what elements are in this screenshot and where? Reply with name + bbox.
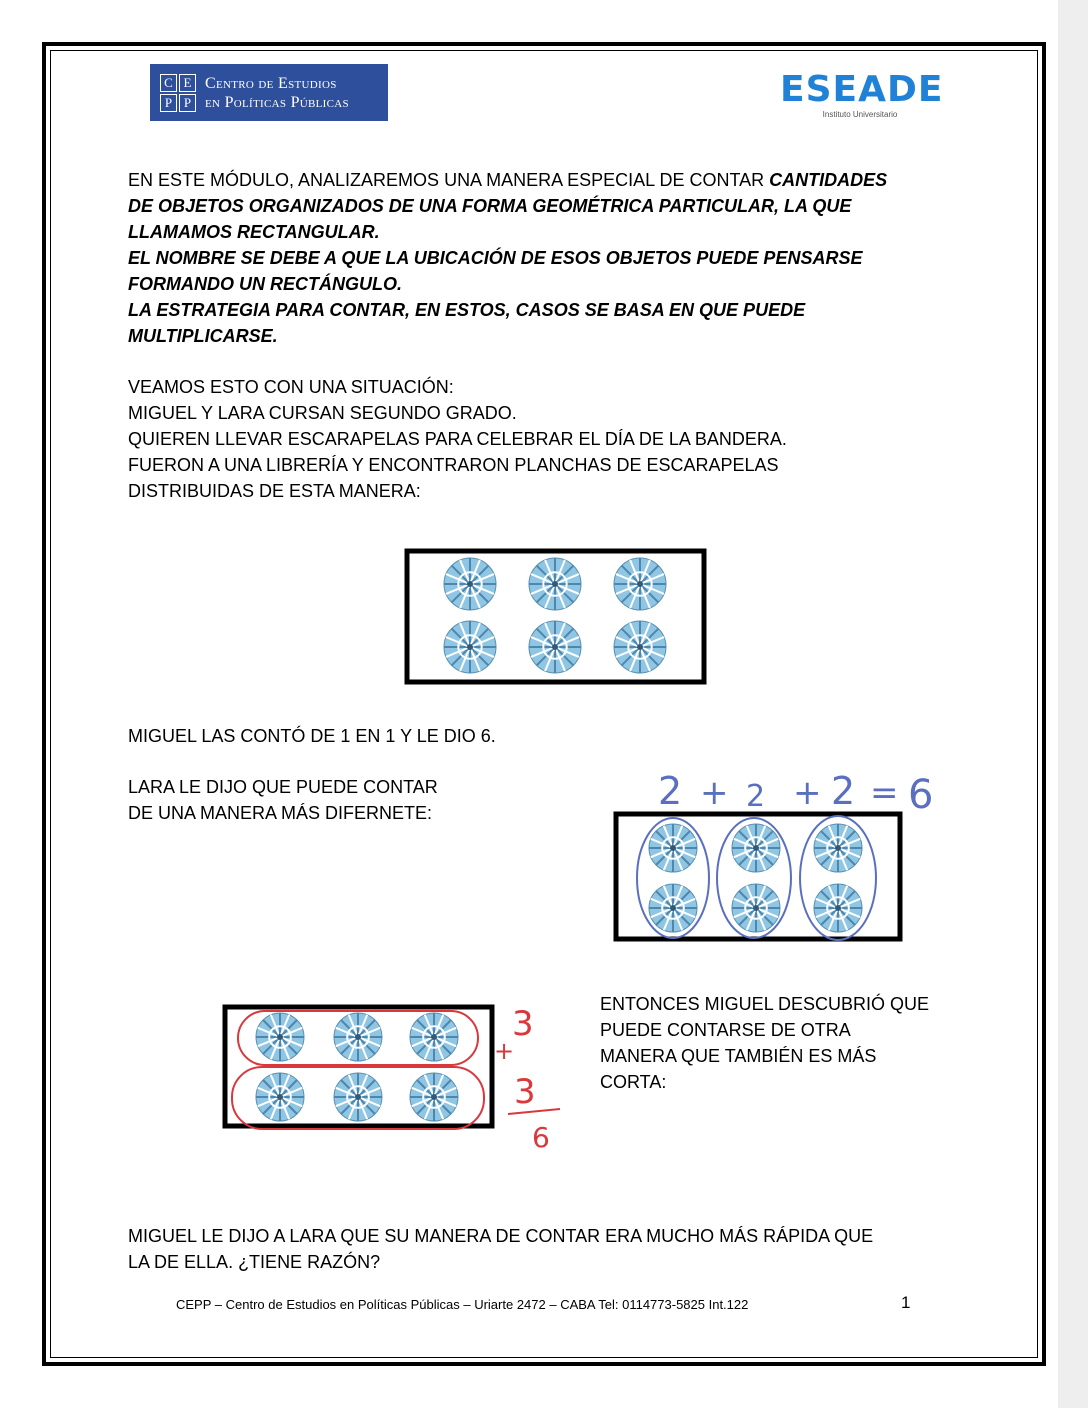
rosette-icon (529, 621, 581, 673)
lara-annot-2: 2 (746, 779, 766, 814)
rosette-icon (334, 1073, 382, 1121)
situation-line: DISTRIBUIDAS DE ESTA MANERA: (128, 481, 421, 501)
esead-subtitle: Instituto Universitario (822, 110, 898, 119)
question-line: MIGUEL LE DIJO A LARA QUE SU MANERA DE CONTAR ERA MUCHO MÁS RÁPIDA QUE (128, 1226, 874, 1246)
cepp-letter: P (160, 94, 177, 112)
lara-annot-plus: + (793, 773, 822, 813)
miguel-annot-6: 6 (532, 1121, 550, 1154)
miguel-method-figure (112, 963, 583, 1159)
miguel-method-svg (112, 963, 583, 1159)
page-footer: CEPP – Centro de Estudios en Políticas Públicas – Uriarte 2472 – CABA Tel: 0114773-5825 Int.122 (176, 1297, 749, 1312)
miguel-annot-plus: + (494, 1037, 515, 1065)
intro-line-6: LA ESTRATEGIA PARA CONTAR, EN ESTOS, CASOS SE BASA EN QUE PUEDE (128, 300, 806, 320)
intro-line-7: MULTIPLICARSE. (128, 326, 278, 346)
esead-logo (780, 69, 944, 119)
rosette-icon (529, 558, 581, 610)
miguel-annot-3: 3 (514, 1072, 536, 1112)
intro-line-3: LLAMAMOS RECTANGULAR. (128, 222, 380, 242)
page-number: 1 (901, 1293, 911, 1312)
discovery-line: PUEDE CONTARSE DE OTRA (600, 1020, 851, 1040)
cepp-letter: E (179, 74, 196, 92)
rosette-icon (732, 824, 780, 872)
rosette-icon (444, 558, 496, 610)
cepp-line1: Centro de Estudios (205, 74, 337, 92)
cepp-letter: P (179, 94, 196, 112)
lara-annot-equals: = (870, 773, 899, 813)
rosette-icon (732, 884, 780, 932)
intro-line-2: DE OBJETOS ORGANIZADOS DE UNA FORMA GEOMÉTRICA PARTICULAR, LA QUE (128, 196, 852, 216)
rosette-icon (444, 621, 496, 673)
rosette-icon (614, 558, 666, 610)
miguel-annot-3: 3 (512, 1004, 534, 1044)
rosette-icon (256, 1013, 304, 1061)
rosette-icon (649, 824, 697, 872)
lara-annot-6: 6 (908, 772, 934, 818)
lara-annot-2: 2 (658, 769, 683, 813)
question-line: LA DE ELLA. ¿TIENE RAZÓN? (128, 1252, 381, 1272)
discovery-line: CORTA: (600, 1072, 667, 1092)
intro-line-5: FORMANDO UN RECTÁNGULO. (128, 274, 402, 294)
lara-text-line: LARA LE DIJO QUE PUEDE CONTAR (128, 777, 438, 797)
rosette-icon (614, 621, 666, 673)
situation-line: MIGUEL Y LARA CURSAN SEGUNDO GRADO. (128, 403, 517, 423)
rosette-icon (814, 884, 862, 932)
rosette-icon (649, 884, 697, 932)
rosette-icon (814, 824, 862, 872)
lara-text-line: DE UNA MANERA MÁS DIFERNETE: (128, 803, 433, 823)
cepp-logo-mark (160, 74, 196, 112)
esead-name: ESEADE (780, 69, 944, 110)
situation-line: VEAMOS ESTO CON UNA SITUACIÓN: (128, 377, 454, 397)
lara-method-svg (498, 768, 996, 975)
cepp-line2: en Políticas Públicas (205, 93, 349, 111)
miguel-count-text: MIGUEL LAS CONTÓ DE 1 EN 1 Y LE DIO 6. (128, 726, 496, 746)
intro-line-1 (128, 167, 887, 193)
situation-line: FUERON A UNA LIBRERÍA Y ENCONTRARON PLANCHAS DE ESCARAPELAS (128, 455, 779, 475)
rosette-icon (334, 1013, 382, 1061)
discovery-line: ENTONCES MIGUEL DESCUBRIÓ QUE (600, 994, 930, 1014)
intro-line-1-bold: CANTIDADES (769, 170, 888, 190)
lara-annot-plus: + (700, 773, 729, 813)
intro-line-1-normal: EN ESTE MÓDULO, ANALIZAREMOS UNA MANERA ESPECIAL DE CONTAR (128, 170, 770, 190)
rosette-icon (256, 1073, 304, 1121)
cepp-letter: C (160, 74, 177, 92)
rosette-icon (410, 1013, 458, 1061)
rosette-sheet-figure (285, 504, 803, 719)
situation-line: QUIEREN LLEVAR ESCARAPELAS PARA CELEBRAR EL DÍA DE LA BANDERA. (128, 429, 787, 449)
discovery-line: MANERA QUE TAMBIÉN ES MÁS (600, 1046, 877, 1066)
cepp-logo (150, 64, 388, 121)
cepp-logo-text (205, 74, 349, 112)
rosette-sheet-svg (285, 504, 803, 719)
lara-annot-2: 2 (831, 769, 856, 813)
lara-method-figure (498, 768, 996, 975)
rosette-icon (410, 1073, 458, 1121)
intro-line-4: EL NOMBRE SE DEBE A QUE LA UBICACIÓN DE ESOS OBJETOS PUEDE PENSARSE (128, 248, 863, 268)
